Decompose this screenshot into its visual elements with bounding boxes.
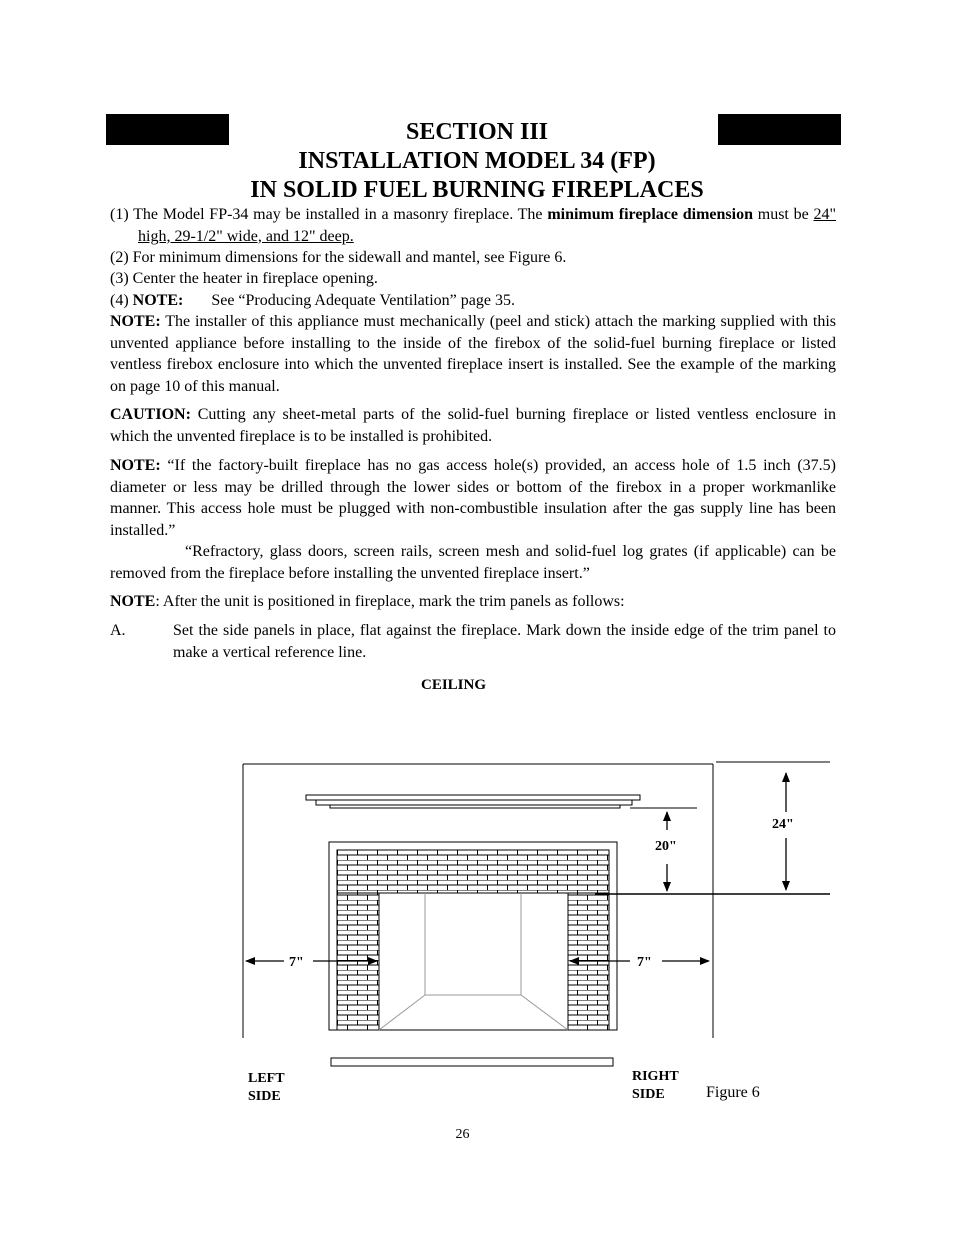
note-removal: “Refractory, glass doors, screen rails, screen mesh and solid-fuel log grates (if applicable) can be removed from the fireplace before installing the unvented fireplace insert.” [110, 543, 836, 582]
note-trim: NOTE: After the unit is positioned in fireplace, mark the trim panels as follows: [110, 593, 625, 610]
note-access-hole: NOTE: “If the factory-built fireplace has no gas access hole(s) provided, an access hole of 1.5 inch (37.5) diameter or less may be drilled through the lower sides or bottom of the firebox in a proper workmanlike manner. This access hole must be plugged with non-combustible insulation after the gas supply line has been installed.” [110, 457, 836, 539]
step-a-label: A. [110, 622, 126, 639]
item-4: (4) NOTE: See “Producing Adequate Ventilation” page 35. [110, 292, 515, 309]
page-number: 26 [455, 1127, 470, 1142]
caution-note: CAUTION: Cutting any sheet-metal parts of the solid-fuel burning fireplace or listed ventless enclosure in which the unvented fireplace is to be installed is prohibited. [110, 406, 836, 445]
section-subtitle: INSTALLATION MODEL 34 (FP) [298, 148, 656, 174]
dim-left-7-label: 7" [289, 955, 304, 970]
right-side-label: RIGHT SIDE [632, 1069, 679, 1102]
ceiling-label: CEILING [421, 677, 487, 693]
item-2: (2) For minimum dimensions for the sidewall and mantel, see Figure 6. [110, 249, 567, 266]
section-title: SECTION III [405, 119, 549, 145]
dim-20-label: 20" [655, 839, 677, 854]
fireplace-surround [329, 842, 617, 1030]
item-3: (3) Center the heater in fireplace opening. [110, 270, 378, 287]
hearth [331, 1058, 613, 1066]
dim-24-label: 24" [772, 817, 794, 832]
left-side-label: LEFT SIDE [248, 1071, 285, 1104]
mantel [306, 795, 697, 808]
step-a-text: Set the side panels in place, flat against the fireplace. Mark down the inside edge of the trim panel to make a vertical reference line. [173, 622, 836, 661]
item-1: (1) The Model FP-34 may be installed in a masonry fireplace. The minimum fireplace dimension must be 24" high, 29-1/2" wide, and 12" deep. [110, 206, 837, 245]
figure-caption: Figure 6 [706, 1084, 760, 1101]
section-subtitle-2: IN SOLID FUEL BURNING FIREPLACES [250, 177, 704, 203]
note-marking: NOTE: The installer of this appliance must mechanically (peel and stick) attach the marking supplied with this unvented appliance before installing to the inside of the firebox of the solid-fuel burning fireplace or listed ventless firebox enclosure into which the unvented fireplace insert is installed. See the example of the marking on page 10 of this manual. [110, 313, 836, 395]
dim-right-7-label: 7" [637, 955, 652, 970]
